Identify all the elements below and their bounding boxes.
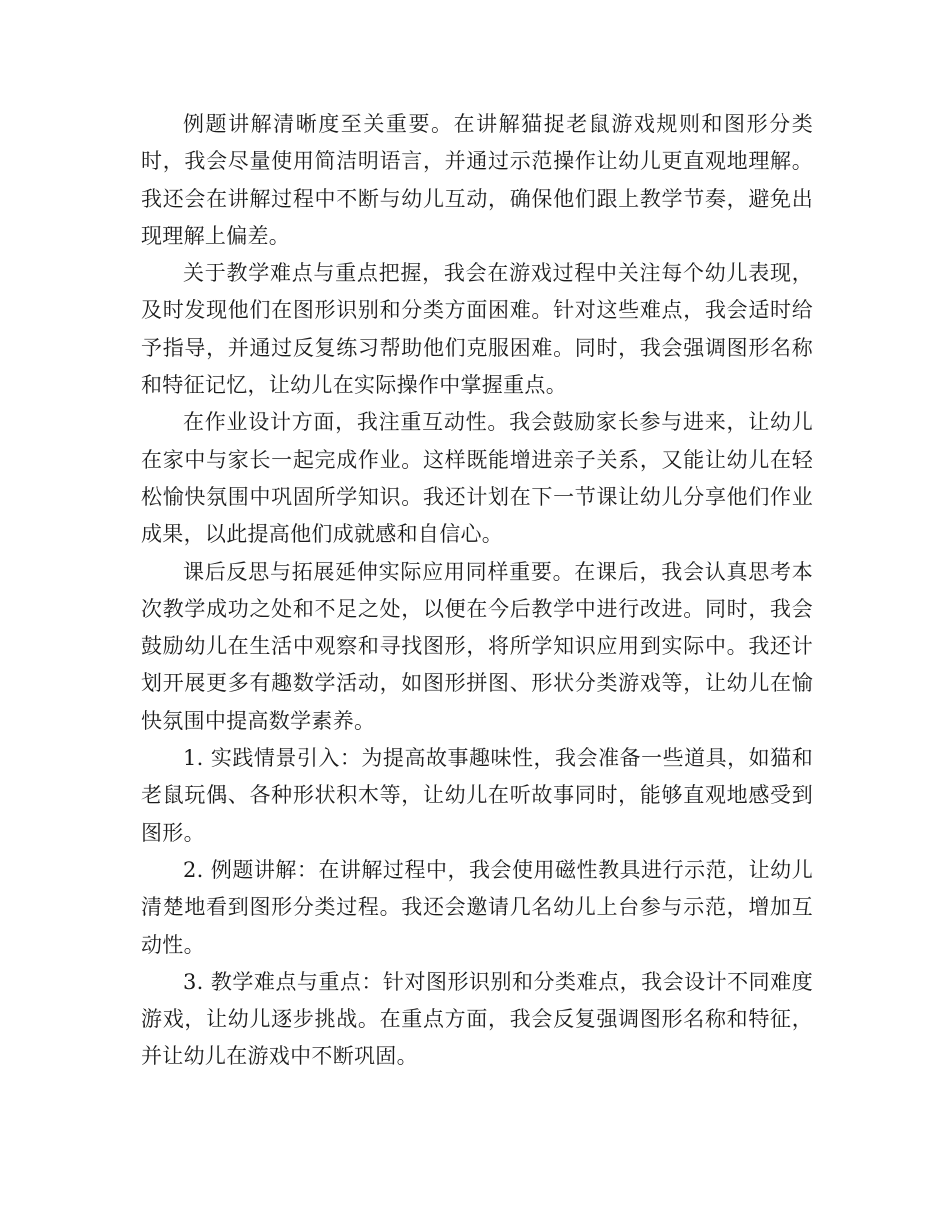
document-body <box>141 106 813 1076</box>
paragraph-reflection-extension: 课后反思与拓展延伸实际应用同样重要。在课后，我会认真思考本次教学成功之处和不足之处，以便在今后教学中进行改进。同时，我会鼓励幼儿在生活中观察和寻找图形，将所学知识应用到实际中。我还计划开展更多有趣数学活动，如图形拼图、形状分类游戏等，让幼儿在愉快氛围中提高数学素养。 <box>141 559 813 733</box>
list-item-2: 2. 例题讲解：在讲解过程中，我会使用磁性教具进行示范，让幼儿清楚地看到图形分类过程。我还会邀请几名幼儿上台参与示范，增加互动性。 <box>141 857 813 957</box>
paragraph-homework-design: 在作业设计方面，我注重互动性。我会鼓励家长参与进来，让幼儿在家中与家长一起完成作业。这样既能增进亲子关系，又能让幼儿在轻松愉快氛围中巩固所学知识。我还计划在下一节课让幼儿分享他们作业成果，以此提高他们成就感和自信心。 <box>141 410 813 547</box>
list-item-3: 3. 教学难点与重点：针对图形识别和分类难点，我会设计不同难度游戏，让幼儿逐步挑战。在重点方面，我会反复强调图形名称和特征，并让幼儿在游戏中不断巩固。 <box>141 969 813 1069</box>
paragraph-difficulties-focus: 关于教学难点与重点把握，我会在游戏过程中关注每个幼儿表现，及时发现他们在图形识别和分类方面困难。针对这些难点，我会适时给予指导，并通过反复练习帮助他们克服困难。同时，我会强调图形名称和特征记忆，让幼儿在实际操作中掌握重点。 <box>141 261 813 398</box>
paragraph-example-explanation: 例题讲解清晰度至关重要。在讲解猫捉老鼠游戏规则和图形分类时，我会尽量使用简洁明语言，并通过示范操作让幼儿更直观地理解。我还会在讲解过程中不断与幼儿互动，确保他们跟上教学节奏，避免出现理解上偏差。 <box>141 112 813 248</box>
list-item-1: 1. 实践情景引入：为提高故事趣味性，我会准备一些道具，如猫和老鼠玩偶、各种形状积木等，让幼儿在听故事同时，能够直观地感受到图形。 <box>141 746 813 845</box>
